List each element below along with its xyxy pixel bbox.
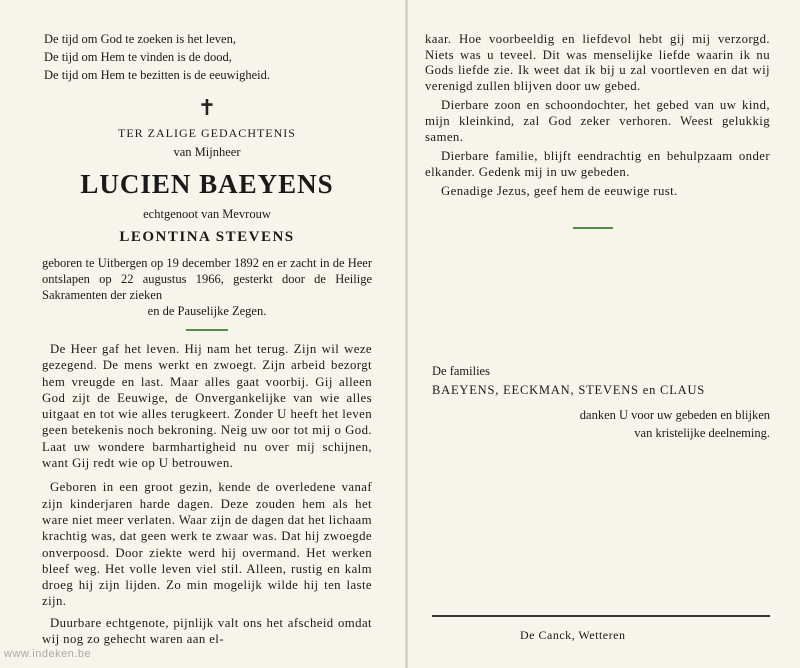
center-fold xyxy=(405,0,408,668)
families-intro: De families xyxy=(432,364,490,378)
left-panel xyxy=(42,30,372,655)
verse-line: De tijd om Hem te bezitten is de eeuwigheid. xyxy=(44,68,270,82)
thanks-line: danken U voor uw gebeden en blijken xyxy=(579,408,770,422)
birth-death-details xyxy=(42,255,372,319)
thanks-message xyxy=(470,406,770,442)
right-panel xyxy=(425,32,770,229)
opening-verse xyxy=(44,30,372,84)
bottom-rule xyxy=(432,615,770,617)
meditation-paragraph-3: Duurbare echtgenote, pijnlijk valt ons het afscheid omdat wij nog zo gehecht waren aan el- xyxy=(42,615,372,647)
divider-rule xyxy=(573,227,613,229)
watermark: www.indeken.be xyxy=(4,648,92,660)
closing-prayer: Genadige Jezus, geef hem de eeuwige rust. xyxy=(441,184,678,199)
honorific: van Mijnheer xyxy=(173,145,241,159)
family-names: BAEYENS, EECKMAN, STEVENS en CLAUS xyxy=(432,383,706,397)
printer-credit: De Canck, Wetteren xyxy=(520,628,626,642)
spouse-intro: echtgenoot van Mevrouw xyxy=(143,207,271,221)
verse-line: De tijd om Hem te vinden is de dood, xyxy=(44,50,232,64)
cross-icon: ✝ xyxy=(197,95,217,120)
divider-rule xyxy=(186,329,228,331)
memorial-heading: TER ZALIGE GEDACHTENIS xyxy=(118,126,296,140)
spouse-name: LEONTINA STEVENS xyxy=(119,229,295,245)
meditation-paragraph-2: Geboren in een groot gezin, kende de overledene vanaf zijn kinderjaren harde dagen. Deze zouden hem als het ware niet meer verlaten. Waar zijn de dagen dat het lichaam krachtig was, dat geen werk te zwaar was. Dat hij zwoegde onverpoosd. Door ziekte werd hij overmand. Het werken bleef weg. Het volle leven viel stil. Alleen, rustig en kalm droeg hij zijn lijden. Zo min mogelijk wilde hij ten laste zijn. xyxy=(42,480,372,609)
farewell-paragraph-1: kaar. Hoe voorbeeldig en liefdevol hebt gij mij verzorgd. Niets was u teveel. Dit was menselijke liefde waarin ik nu Gods liefde zie. Ik weet dat ik bij u zal voortleven en dat wij verenigd zullen blijven door uw gebed. xyxy=(425,32,770,93)
birth-text: geboren te Uitbergen op 19 december 1892 en er zacht in de Heer ontslapen op 22 augustus 1966, gesterkt door de Heilige Sakramenten der zieken xyxy=(42,256,372,302)
deceased-name: LUCIEN BAEYENS xyxy=(80,169,334,199)
farewell-paragraph-2: Dierbare zoon en schoondochter, het gebed van uw kind, mijn kleinkind, zal God zeker verhoren. Weest gelukkig samen. xyxy=(425,98,770,144)
farewell-paragraph-3: Dierbare familie, blijft eendrachtig en behulpzaam onder elkander. Gedenk mij in uw gebeden. xyxy=(425,149,770,179)
meditation-paragraph-1: De Heer gaf het leven. Hij nam het terug. Zijn wil weze gezegend. De mens werkt en zwoegt. Zijn arbeid bezorgt hem vreugde en last. Maar alles gaat voorbij. Gij alleen God zijt de Eeuwige, de Onvergankelijke van wie alles uitgaat en tot wie alles terugkeert. Zonder U heeft het leven geen betekenis noch bekroning. Neig uw oor tot mij o God. Laat uw wondere barmhartigheid nu over mij schijnen, want Gij redt wie op U betrouwen. xyxy=(42,342,372,471)
birth-text-last: en de Pauselijke Zegen. xyxy=(147,304,267,318)
verse-line: De tijd om God te zoeken is het leven, xyxy=(44,32,236,46)
thanks-line: van kristelijke deelneming. xyxy=(634,426,770,440)
